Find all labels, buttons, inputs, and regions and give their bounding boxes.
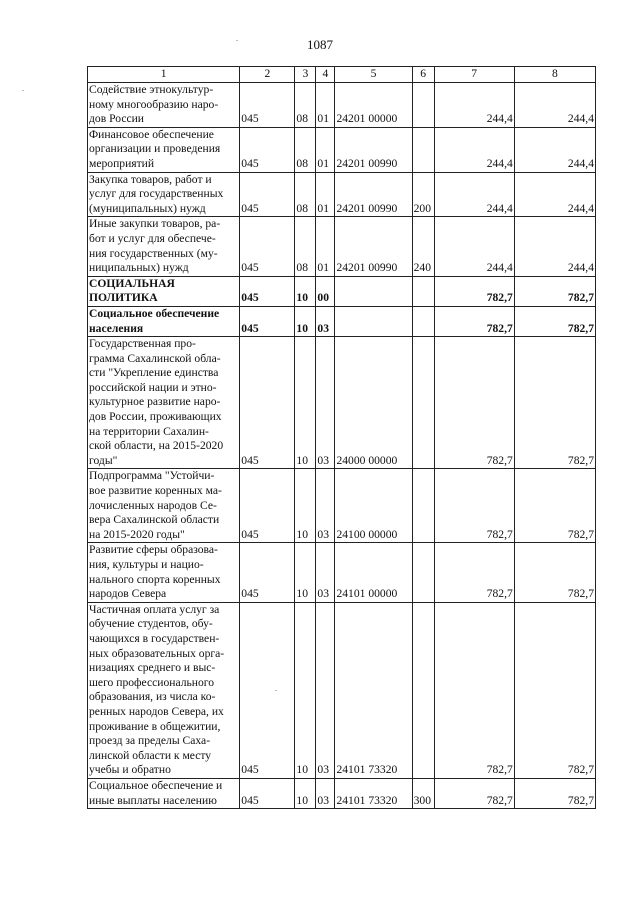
row-description bbox=[88, 83, 240, 128]
description-line: Иные закупки товаров, ра- bbox=[89, 217, 221, 231]
amount-col7: 782,7 bbox=[434, 602, 514, 778]
description-line: культурное развитие наро- bbox=[89, 395, 221, 409]
row-description bbox=[88, 543, 240, 602]
expense-type-code bbox=[412, 469, 434, 543]
row-description bbox=[88, 602, 240, 778]
row-description bbox=[88, 276, 240, 306]
expense-type-code bbox=[412, 276, 434, 306]
subsection-code: 03 bbox=[316, 306, 335, 336]
column-header: 1 bbox=[88, 67, 240, 83]
section-code: 10 bbox=[295, 543, 316, 602]
amount-col7: 782,7 bbox=[434, 337, 514, 469]
table-row bbox=[88, 83, 596, 128]
subsection-code: 03 bbox=[316, 543, 335, 602]
description-line: линской области к месту bbox=[89, 748, 212, 762]
amount-col7: 782,7 bbox=[434, 543, 514, 602]
description-line: обучение студентов, обу- bbox=[89, 617, 213, 631]
subsection-code: 00 bbox=[316, 276, 335, 306]
target-article-code: 24101 73320 bbox=[335, 602, 412, 778]
amount-col8: 782,7 bbox=[514, 469, 595, 543]
amount-col8: 244,4 bbox=[514, 83, 595, 128]
amount-col7: 782,7 bbox=[434, 306, 514, 336]
description-line: (муниципальных) нужд bbox=[89, 201, 206, 215]
description-line: населения bbox=[89, 321, 144, 335]
description-line: Подпрограмма "Устойчи- bbox=[89, 469, 215, 483]
ministry-code: 045 bbox=[240, 217, 295, 276]
row-description bbox=[88, 469, 240, 543]
expense-type-code bbox=[412, 337, 434, 469]
description-line: СОЦИАЛЬНАЯ bbox=[89, 276, 175, 290]
amount-col8: 782,7 bbox=[514, 602, 595, 778]
description-line: вое развитие коренных ма- bbox=[89, 484, 222, 498]
table-row bbox=[88, 276, 596, 306]
amount-col7: 244,4 bbox=[434, 127, 514, 172]
amount-col7: 782,7 bbox=[434, 276, 514, 306]
expense-type-code: 300 bbox=[412, 778, 434, 808]
amount-col7: 782,7 bbox=[434, 778, 514, 808]
description-line: проживание в общежитии, bbox=[89, 719, 221, 733]
amount-col8: 782,7 bbox=[514, 306, 595, 336]
description-line: низациях среднего и выс- bbox=[89, 661, 216, 675]
description-line: шего профессионального bbox=[89, 675, 215, 689]
subsection-code: 03 bbox=[316, 469, 335, 543]
table-row bbox=[88, 217, 596, 276]
row-description bbox=[88, 217, 240, 276]
description-line: нального спорта коренных bbox=[89, 572, 221, 586]
row-description bbox=[88, 778, 240, 808]
table-row bbox=[88, 172, 596, 217]
subsection-code: 03 bbox=[316, 778, 335, 808]
subsection-code: 01 bbox=[316, 127, 335, 172]
table-row bbox=[88, 778, 596, 808]
column-header: 5 bbox=[335, 67, 412, 83]
section-code: 10 bbox=[295, 276, 316, 306]
amount-col8: 782,7 bbox=[514, 543, 595, 602]
description-line: Закупка товаров, работ и bbox=[89, 172, 212, 186]
description-line: ния, культуры и нацио- bbox=[89, 558, 204, 571]
section-code: 10 bbox=[295, 337, 316, 469]
subsection-code: 03 bbox=[316, 602, 335, 778]
description-line: мероприятий bbox=[89, 156, 155, 170]
target-article-code: 24100 00000 bbox=[335, 469, 412, 543]
column-header: 8 bbox=[514, 67, 595, 83]
description-line: Социальное обеспечение bbox=[89, 306, 220, 320]
subsection-code: 03 bbox=[316, 337, 335, 469]
table-row bbox=[88, 127, 596, 172]
ministry-code: 045 bbox=[240, 543, 295, 602]
table-row bbox=[88, 469, 596, 543]
expense-type-code bbox=[412, 83, 434, 128]
table-row bbox=[88, 602, 596, 778]
table-header-row bbox=[88, 67, 596, 83]
section-code: 08 bbox=[295, 83, 316, 128]
target-article-code: 24201 00000 bbox=[335, 83, 412, 128]
description-line: ния государственных (му- bbox=[89, 246, 218, 260]
amount-col8: 244,4 bbox=[514, 127, 595, 172]
target-article-code: 24101 73320 bbox=[335, 778, 412, 808]
description-line: российской нации и этно- bbox=[89, 380, 217, 394]
ministry-code: 045 bbox=[240, 172, 295, 217]
table-body bbox=[88, 83, 596, 809]
table-row bbox=[88, 543, 596, 602]
amount-col7: 782,7 bbox=[434, 469, 514, 543]
scan-speck bbox=[236, 40, 238, 41]
ministry-code: 045 bbox=[240, 469, 295, 543]
amount-col8: 782,7 bbox=[514, 337, 595, 469]
row-description bbox=[88, 127, 240, 172]
description-line: на 2015-2020 годы" bbox=[89, 527, 185, 541]
description-line: лочисленных народов Се- bbox=[89, 498, 217, 512]
table-row bbox=[88, 337, 596, 469]
description-line: ренных народов Севера, их bbox=[89, 704, 224, 718]
amount-col7: 244,4 bbox=[434, 172, 514, 217]
ministry-code: 045 bbox=[240, 778, 295, 808]
row-description bbox=[88, 337, 240, 469]
description-line: Социальное обеспечение и bbox=[89, 778, 223, 792]
description-line: дов России, проживающих bbox=[89, 410, 222, 424]
description-line: Содействие этнокультур- bbox=[89, 83, 214, 96]
expense-type-code bbox=[412, 543, 434, 602]
target-article-code bbox=[335, 306, 412, 336]
description-line: проезд за пределы Саха- bbox=[89, 734, 211, 748]
description-line: чающихся в государствен- bbox=[89, 631, 220, 645]
description-line: на территории Сахалин- bbox=[89, 424, 209, 438]
ministry-code: 045 bbox=[240, 602, 295, 778]
row-description bbox=[88, 306, 240, 336]
section-code: 10 bbox=[295, 306, 316, 336]
description-line: народов Севера bbox=[89, 587, 167, 601]
amount-col7: 244,4 bbox=[434, 217, 514, 276]
description-line: ниципальных) нужд bbox=[89, 261, 189, 275]
amount-col8: 244,4 bbox=[514, 217, 595, 276]
ministry-code: 045 bbox=[240, 337, 295, 469]
expense-type-code: 200 bbox=[412, 172, 434, 217]
description-line: Финансовое обеспечение bbox=[89, 127, 214, 141]
ministry-code: 045 bbox=[240, 306, 295, 336]
description-line: годы" bbox=[89, 453, 118, 467]
expense-type-code bbox=[412, 602, 434, 778]
column-header: 6 bbox=[412, 67, 434, 83]
ministry-code: 045 bbox=[240, 127, 295, 172]
page-number: 1087 bbox=[307, 37, 333, 52]
expense-type-code bbox=[412, 127, 434, 172]
description-line: учебы и обратно bbox=[89, 763, 171, 777]
description-line: организации и проведения bbox=[89, 142, 221, 156]
column-header: 7 bbox=[434, 67, 514, 83]
target-article-code: 24000 00000 bbox=[335, 337, 412, 469]
section-code: 10 bbox=[295, 469, 316, 543]
section-code: 10 bbox=[295, 778, 316, 808]
amount-col8: 782,7 bbox=[514, 276, 595, 306]
subsection-code: 01 bbox=[316, 83, 335, 128]
amount-col8: 244,4 bbox=[514, 172, 595, 217]
description-line: Государственная про- bbox=[89, 337, 196, 351]
expense-type-code: 240 bbox=[412, 217, 434, 276]
budget-table bbox=[87, 66, 596, 809]
column-header: 4 bbox=[316, 67, 335, 83]
row-description bbox=[88, 172, 240, 217]
table-row bbox=[88, 306, 596, 336]
column-header: 2 bbox=[240, 67, 295, 83]
amount-col8: 782,7 bbox=[514, 778, 595, 808]
subsection-code: 01 bbox=[316, 172, 335, 217]
description-line: ПОЛИТИКА bbox=[89, 291, 158, 305]
description-line: дов России bbox=[89, 112, 145, 126]
section-code: 08 bbox=[295, 217, 316, 276]
description-line: ных образовательных орга- bbox=[89, 646, 225, 660]
ministry-code: 045 bbox=[240, 276, 295, 306]
description-line: Частичная оплата услуг за bbox=[89, 602, 220, 616]
section-code: 08 bbox=[295, 172, 316, 217]
description-line: бот и услуг для обеспече- bbox=[89, 231, 216, 245]
column-header: 3 bbox=[295, 67, 316, 83]
description-line: сти "Укрепление единства bbox=[89, 366, 219, 380]
target-article-code: 24201 00990 bbox=[335, 127, 412, 172]
description-line: образования, из числа ко- bbox=[89, 690, 216, 704]
amount-col7: 244,4 bbox=[434, 83, 514, 128]
target-article-code bbox=[335, 276, 412, 306]
description-line: иные выплаты населению bbox=[89, 793, 217, 807]
scan-speck bbox=[22, 90, 24, 91]
description-line: услуг для государственных bbox=[89, 187, 224, 201]
target-article-code: 24201 00990 bbox=[335, 172, 412, 217]
description-line: вера Сахалинской области bbox=[89, 513, 220, 527]
section-code: 10 bbox=[295, 602, 316, 778]
expense-type-code bbox=[412, 306, 434, 336]
description-line: грамма Сахалинской обла- bbox=[89, 351, 221, 365]
target-article-code: 24201 00990 bbox=[335, 217, 412, 276]
description-line: Развитие сферы образова- bbox=[89, 543, 218, 557]
scan-speck bbox=[275, 690, 277, 691]
ministry-code: 045 bbox=[240, 83, 295, 128]
description-line: ской области, на 2015-2020 bbox=[89, 439, 224, 453]
target-article-code: 24101 00000 bbox=[335, 543, 412, 602]
subsection-code: 01 bbox=[316, 217, 335, 276]
section-code: 08 bbox=[295, 127, 316, 172]
description-line: ному многообразию наро- bbox=[89, 97, 219, 111]
